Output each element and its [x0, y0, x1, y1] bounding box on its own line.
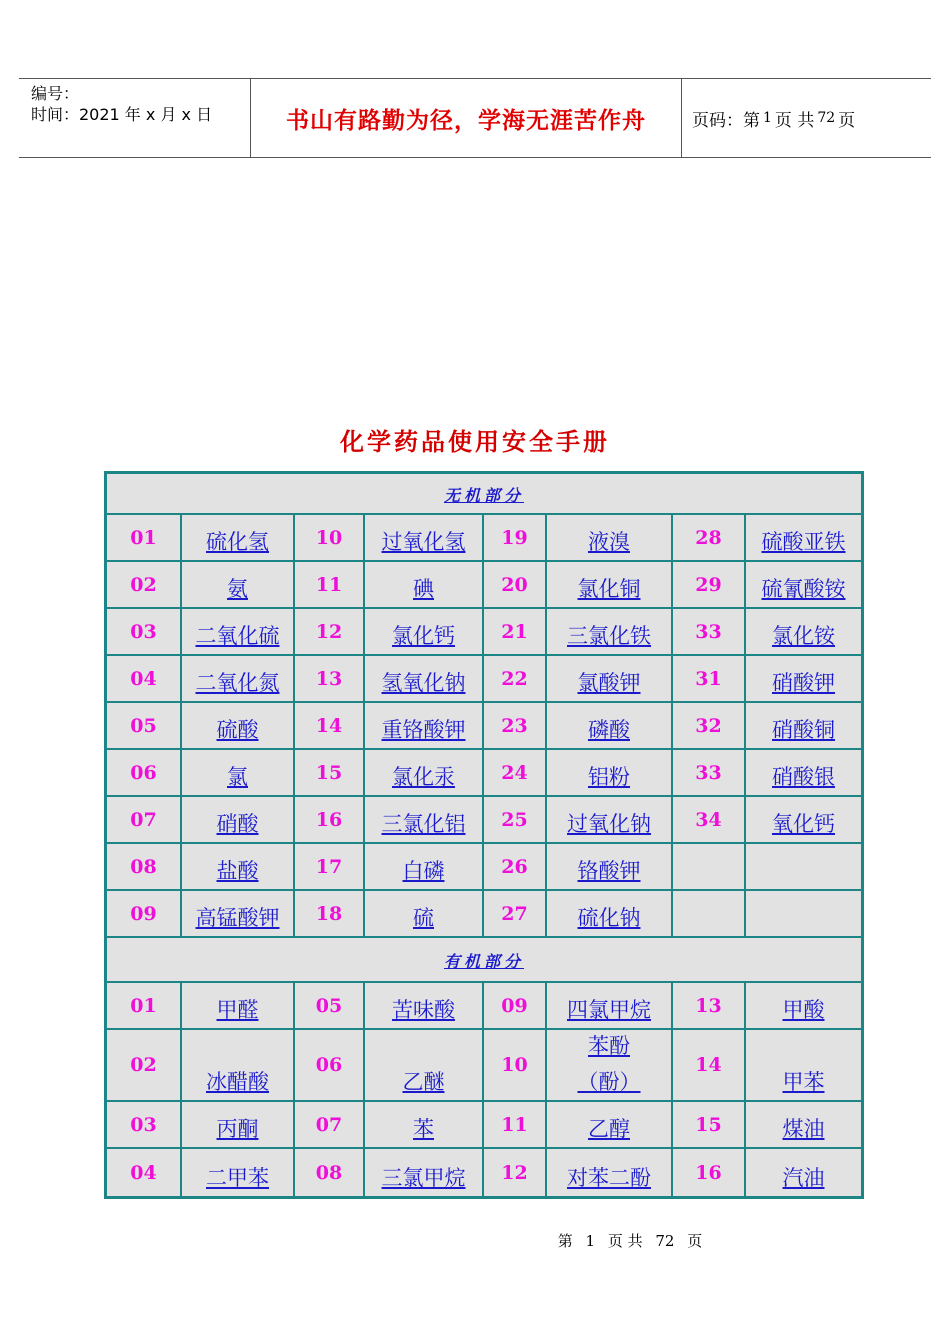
organic-section-heading-link[interactable]: 有机部分 [444, 951, 525, 971]
page-suffix: 页 [838, 110, 856, 131]
chemical-link[interactable]: 甲酸 [782, 998, 825, 1022]
chemical-index-table [104, 471, 864, 1199]
time-label: 时间：2021 年 x 月 x 日 [31, 105, 213, 124]
item-name-cell [547, 750, 673, 797]
page-number: 1 [763, 110, 772, 126]
chemical-link[interactable]: 硫酸 [216, 718, 259, 742]
item-number: 12 [295, 609, 365, 656]
item-name-cell [182, 844, 295, 891]
chemical-link[interactable]: 乙醚 [402, 1070, 445, 1094]
item-name-cell [547, 1149, 673, 1196]
table-row [107, 750, 861, 797]
item-name-cell [547, 562, 673, 609]
item-number: 12 [484, 1149, 547, 1196]
item-name-cell [182, 703, 295, 750]
item-number: 03 [107, 1102, 182, 1149]
chemical-link-line: （酚） [577, 1070, 641, 1094]
item-number: 06 [107, 750, 182, 797]
chemical-link[interactable]: 冰醋酸 [206, 1070, 269, 1094]
item-name-cell [182, 1030, 295, 1102]
chemical-link[interactable]: 硫化钠 [577, 906, 641, 930]
table-row [107, 1149, 861, 1196]
item-name-cell [365, 750, 484, 797]
item-number: 31 [673, 656, 746, 703]
item-number: 14 [295, 703, 365, 750]
item-name-cell [746, 1102, 861, 1149]
item-name-cell [746, 609, 861, 656]
header-motto: 书山有路勤为径，学海无涯苦作舟 [286, 106, 646, 134]
item-number: 33 [673, 750, 746, 797]
chemical-link[interactable]: 硫 [413, 906, 434, 930]
item-name-cell [746, 891, 861, 938]
item-name-cell [365, 797, 484, 844]
chemical-link[interactable]: 硝酸银 [772, 765, 835, 789]
item-name-cell [547, 1102, 673, 1149]
table-row [107, 844, 861, 891]
organic-section-heading-row [107, 938, 861, 983]
item-name-cell [547, 656, 673, 703]
chemical-link[interactable]: 白磷 [402, 859, 445, 883]
item-number: 07 [295, 1102, 365, 1149]
item-name-cell [182, 983, 295, 1030]
page-mid: 页 共 [774, 110, 815, 131]
chemical-link[interactable]: 磷酸 [588, 718, 630, 742]
footer-prefix: 第 [557, 1232, 573, 1250]
item-number: 10 [295, 515, 365, 562]
footer-page: 1 [585, 1232, 596, 1250]
organic-section-heading-cell [107, 938, 861, 983]
table-row [107, 703, 861, 750]
footer-total: 72 [655, 1232, 675, 1250]
chemical-link[interactable]: 汽油 [782, 1166, 825, 1190]
chemical-link[interactable]: 铬酸钾 [577, 859, 641, 883]
chemical-link[interactable]: 三氯甲烷 [381, 1166, 466, 1190]
item-name-cell [365, 609, 484, 656]
item-name-cell [365, 983, 484, 1030]
chemical-link[interactable]: 高锰酸钾 [195, 906, 280, 930]
chemical-link[interactable]: 硫酸亚铁 [761, 530, 846, 554]
chemical-link[interactable]: 乙醇 [588, 1117, 630, 1141]
item-name-cell [365, 562, 484, 609]
item-number: 21 [484, 609, 547, 656]
item-name-cell [547, 703, 673, 750]
item-number: 18 [295, 891, 365, 938]
page-prefix: 页码：第 [692, 110, 760, 131]
item-name-cell [182, 515, 295, 562]
serial-label: 编号： [31, 84, 80, 103]
item-name-cell [547, 1030, 673, 1102]
item-name-cell [365, 1102, 484, 1149]
chemical-link[interactable]: 煤油 [782, 1117, 825, 1141]
item-number: 08 [295, 1149, 365, 1196]
item-number: 27 [484, 891, 547, 938]
document-title: 化学药品使用安全手册 [340, 428, 610, 456]
item-name-cell [182, 609, 295, 656]
item-name-cell [746, 797, 861, 844]
chemical-link[interactable]: 氯化汞 [392, 765, 455, 789]
item-name-cell [547, 515, 673, 562]
item-number: 34 [673, 797, 746, 844]
item-number: 25 [484, 797, 547, 844]
table-row [107, 1030, 861, 1102]
chemical-link[interactable]: 氯化铜 [577, 577, 641, 601]
chemical-link[interactable]: 过氧化氢 [381, 530, 466, 554]
chemical-link[interactable]: 氯 [227, 765, 248, 789]
item-number: 16 [673, 1149, 746, 1196]
chemical-link[interactable]: 丙酮 [216, 1117, 259, 1141]
chemical-link[interactable]: 氯酸钾 [577, 671, 641, 695]
item-name-cell [365, 1149, 484, 1196]
item-number: 01 [107, 983, 182, 1030]
item-number: 15 [673, 1102, 746, 1149]
item-name-cell [746, 703, 861, 750]
item-name-cell [182, 750, 295, 797]
item-name-cell [746, 515, 861, 562]
item-name-cell [746, 750, 861, 797]
inorganic-section-heading-cell [107, 474, 861, 515]
item-name-cell [182, 1149, 295, 1196]
item-number: 23 [484, 703, 547, 750]
item-name-cell [547, 891, 673, 938]
item-name-cell [547, 983, 673, 1030]
table-row [107, 1102, 861, 1149]
item-number: 13 [673, 983, 746, 1030]
item-name-cell [182, 656, 295, 703]
item-number: 29 [673, 562, 746, 609]
item-name-cell [547, 844, 673, 891]
item-name-cell [365, 656, 484, 703]
chemical-link[interactable]: 硝酸 [216, 812, 259, 836]
table-row [107, 891, 861, 938]
chemical-link[interactable]: 三氯化铝 [381, 812, 466, 836]
page-footer [0, 1230, 950, 1251]
item-number: 03 [107, 609, 182, 656]
item-number: 02 [107, 562, 182, 609]
inorganic-section-heading-row [107, 474, 861, 515]
item-name-cell [365, 844, 484, 891]
chemical-link[interactable]: 硝酸钾 [772, 671, 835, 695]
table-row [107, 656, 861, 703]
chemical-link[interactable]: 硝酸铜 [772, 718, 835, 742]
chemical-link[interactable]: 对苯二酚 [567, 1166, 651, 1190]
item-name-cell [365, 891, 484, 938]
chemical-link[interactable]: 氯化铵 [772, 624, 835, 648]
item-number [673, 891, 746, 938]
item-name-cell [182, 797, 295, 844]
inorganic-section-heading-link[interactable]: 无机部分 [444, 485, 525, 505]
chemical-link[interactable]: 二氧化氮 [195, 671, 280, 695]
chemical-link[interactable]: 铝粉 [588, 765, 630, 789]
header-meta [19, 79, 251, 157]
item-name-cell [365, 1030, 484, 1102]
page-total: 72 [817, 110, 836, 126]
chemical-link[interactable]: 甲醛 [216, 998, 259, 1022]
item-number: 33 [673, 609, 746, 656]
item-number: 01 [107, 515, 182, 562]
chemical-link[interactable]: 过氧化钠 [567, 812, 651, 836]
chemical-link[interactable]: 硫氰酸铵 [761, 577, 846, 601]
chemical-link[interactable]: 氢氧化钠 [381, 671, 466, 695]
chemical-link[interactable]: 氨 [227, 577, 248, 601]
item-number: 09 [107, 891, 182, 938]
page-header [19, 78, 931, 158]
item-name-cell [746, 844, 861, 891]
item-number: 05 [107, 703, 182, 750]
item-name-cell [746, 983, 861, 1030]
item-name-cell [182, 1102, 295, 1149]
chemical-link[interactable]: 甲苯 [782, 1070, 825, 1094]
item-number: 22 [484, 656, 547, 703]
chemical-link[interactable]: 氯化钙 [392, 624, 455, 648]
item-number: 11 [295, 562, 365, 609]
item-name-cell [746, 656, 861, 703]
item-number: 32 [673, 703, 746, 750]
item-number: 08 [107, 844, 182, 891]
item-number: 11 [484, 1102, 547, 1149]
chemical-link[interactable]: 盐酸 [216, 859, 259, 883]
chemical-link[interactable]: 苦味酸 [392, 998, 455, 1022]
item-number: 10 [484, 1030, 547, 1102]
item-number: 02 [107, 1030, 182, 1102]
table-row [107, 562, 861, 609]
item-number: 13 [295, 656, 365, 703]
item-number: 19 [484, 515, 547, 562]
item-name-cell [365, 515, 484, 562]
chemical-link[interactable]: 二甲苯 [206, 1166, 269, 1190]
chemical-link[interactable]: 氧化钙 [772, 812, 835, 836]
header-motto-cell [251, 79, 682, 157]
item-name-cell [746, 562, 861, 609]
header-page-info [682, 79, 931, 157]
table-row [107, 983, 861, 1030]
chemical-link[interactable]: 重铬酸钾 [381, 718, 466, 742]
item-number: 16 [295, 797, 365, 844]
chemical-link[interactable] [547, 1030, 671, 1096]
footer-suffix: 页 [687, 1232, 703, 1250]
chemical-link[interactable]: 碘 [413, 577, 434, 601]
chemical-link[interactable]: 二氧化硫 [195, 624, 280, 648]
item-number: 05 [295, 983, 365, 1030]
item-number [673, 844, 746, 891]
table-row [107, 515, 861, 562]
item-name-cell [547, 609, 673, 656]
item-number: 28 [673, 515, 746, 562]
chemical-link[interactable]: 三氯化铁 [567, 624, 651, 648]
item-name-cell [182, 891, 295, 938]
item-name-cell [746, 1149, 861, 1196]
item-number: 15 [295, 750, 365, 797]
table-row [107, 609, 861, 656]
item-number: 06 [295, 1030, 365, 1102]
chemical-link[interactable]: 苯 [413, 1117, 434, 1141]
item-number: 07 [107, 797, 182, 844]
item-name-cell [365, 703, 484, 750]
item-number: 17 [295, 844, 365, 891]
chemical-link-line: 苯酚 [588, 1034, 630, 1058]
chemical-link[interactable]: 硫化氢 [206, 530, 269, 554]
chemical-link[interactable]: 四氯甲烷 [567, 998, 651, 1022]
item-number: 14 [673, 1030, 746, 1102]
footer-mid: 页 共 [607, 1232, 643, 1250]
item-number: 20 [484, 562, 547, 609]
item-name-cell [547, 797, 673, 844]
item-name-cell [746, 1030, 861, 1102]
item-name-cell [182, 562, 295, 609]
item-number: 26 [484, 844, 547, 891]
chemical-link[interactable]: 液溴 [588, 530, 630, 554]
item-number: 04 [107, 656, 182, 703]
table-row [107, 797, 861, 844]
item-number: 09 [484, 983, 547, 1030]
item-number: 04 [107, 1149, 182, 1196]
item-number: 24 [484, 750, 547, 797]
